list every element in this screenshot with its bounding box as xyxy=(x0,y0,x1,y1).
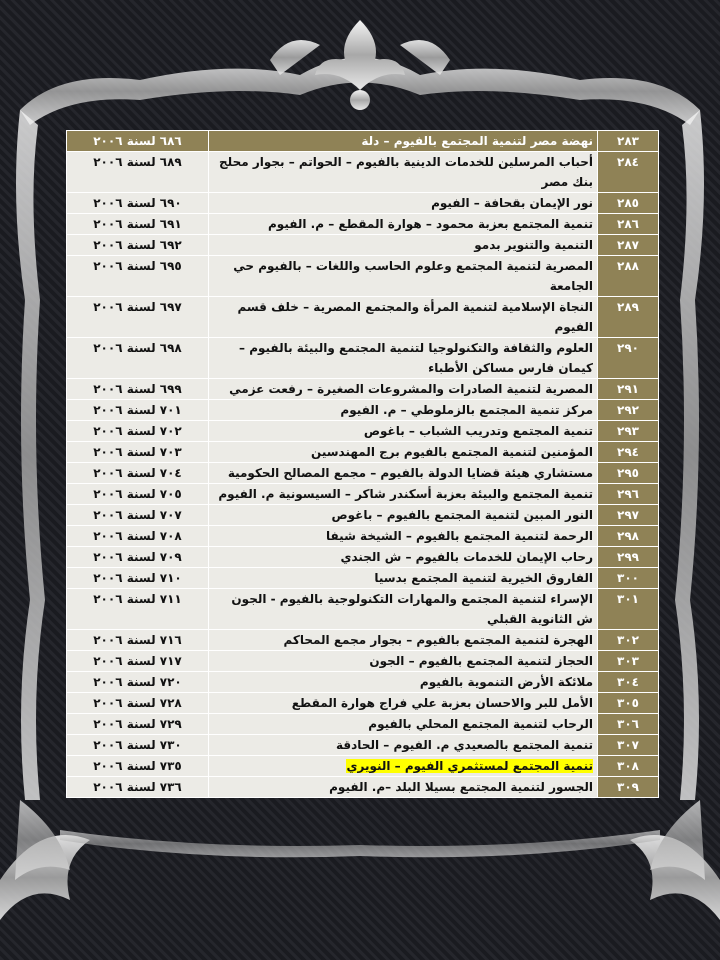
license-number: ٧٢٠ لسنة ٢٠٠٦ xyxy=(67,672,209,693)
row-number: ٢٨٧ xyxy=(598,235,659,256)
license-number: ٦٨٩ لسنة ٢٠٠٦ xyxy=(67,152,209,193)
association-name: المؤمنين لتنمية المجتمع بالفيوم برج المهندسين xyxy=(209,442,598,463)
table-row xyxy=(67,651,659,672)
association-name: تنمية المجتمع والبيئة بعزبة أسكندر شاكر – السيسونية م. الفيوم xyxy=(209,484,598,505)
license-number: ٦٩٢ لسنة ٢٠٠٦ xyxy=(67,235,209,256)
row-number: ٢٩١ xyxy=(598,379,659,400)
license-number: ٧٠٥ لسنة ٢٠٠٦ xyxy=(67,484,209,505)
association-name: تنمية المجتمع بالصعيدي م. الفيوم – الحادقة xyxy=(209,735,598,756)
row-number: ٢٩٢ xyxy=(598,400,659,421)
association-name: تنمية المجتمع وتدريب الشباب – باغوص xyxy=(209,421,598,442)
table-row xyxy=(67,379,659,400)
license-number: ٦٩١ لسنة ٢٠٠٦ xyxy=(67,214,209,235)
table-row xyxy=(67,152,659,193)
row-number: ٣٠٨ xyxy=(598,756,659,777)
table-row xyxy=(67,589,659,630)
row-number: ٢٩٠ xyxy=(598,338,659,379)
table-row xyxy=(67,256,659,297)
license-number: ٧٢٨ لسنة ٢٠٠٦ xyxy=(67,693,209,714)
table-row xyxy=(67,235,659,256)
license-number: ٧١٦ لسنة ٢٠٠٦ xyxy=(67,630,209,651)
association-name: الحجاز لتنمية المجتمع بالفيوم – الجون xyxy=(209,651,598,672)
association-name: الهجرة لتنمية المجتمع بالفيوم – بجوار مجمع المحاكم xyxy=(209,630,598,651)
row-number: ٢٨٦ xyxy=(598,214,659,235)
table-row xyxy=(67,735,659,756)
association-name: العلوم والثقافة والتكنولوجيا لتنمية المجتمع والبيئة بالفيوم – كيمان فارس مساكن الأطباء xyxy=(209,338,598,379)
table-row xyxy=(67,547,659,568)
row-number: ٢٨٩ xyxy=(598,297,659,338)
highlighted-name: تنمية المجتمع لمستثمري الفيوم – النويري xyxy=(346,759,593,773)
association-name: مركز تنمية المجتمع بالزملوطي – م. الفيوم xyxy=(209,400,598,421)
table-row xyxy=(67,463,659,484)
row-number: ٣٠٣ xyxy=(598,651,659,672)
association-name: التنمية والتنوير بدمو xyxy=(209,235,598,256)
row-number: ٢٩٧ xyxy=(598,505,659,526)
association-name: الرحمة لتنمية المجتمع بالفيوم – الشيخة شيفا xyxy=(209,526,598,547)
association-name: المصرية لتنمية المجتمع وعلوم الحاسب واللغات – بالفيوم حي الجامعة xyxy=(209,256,598,297)
license-number: ٦٩٨ لسنة ٢٠٠٦ xyxy=(67,338,209,379)
license-number: ٧٠٢ لسنة ٢٠٠٦ xyxy=(67,421,209,442)
association-name: الرحاب لتنمية المجتمع المحلي بالفيوم xyxy=(209,714,598,735)
license-number: ٦٨٦ لسنة ٢٠٠٦ xyxy=(67,131,209,152)
association-name: مستشاري هيئة قضايا الدولة بالفيوم – مجمع المصالح الحكومية xyxy=(209,463,598,484)
table-row xyxy=(67,421,659,442)
table-row xyxy=(67,630,659,651)
association-name: رحاب الإيمان للخدمات بالفيوم – ش الجندي xyxy=(209,547,598,568)
row-number: ٢٩٤ xyxy=(598,442,659,463)
association-name: المصرية لتنمية الصادرات والمشروعات الصغيرة – رفعت عزمي xyxy=(209,379,598,400)
license-number: ٧٠٩ لسنة ٢٠٠٦ xyxy=(67,547,209,568)
license-number: ٧٠٨ لسنة ٢٠٠٦ xyxy=(67,526,209,547)
association-name: الفاروق الخيرية لتنمية المجتمع بدسيا xyxy=(209,568,598,589)
association-name xyxy=(209,756,598,777)
license-number: ٦٩٩ لسنة ٢٠٠٦ xyxy=(67,379,209,400)
table-row xyxy=(67,526,659,547)
row-number: ٢٩٩ xyxy=(598,547,659,568)
license-number: ٧٣٥ لسنة ٢٠٠٦ xyxy=(67,756,209,777)
row-number: ٢٩٥ xyxy=(598,463,659,484)
license-number: ٧١١ لسنة ٢٠٠٦ xyxy=(67,589,209,630)
table-row xyxy=(67,693,659,714)
row-number: ٢٨٨ xyxy=(598,256,659,297)
row-number: ٣٠٥ xyxy=(598,693,659,714)
association-name: النور المبين لتنمية المجتمع بالفيوم – باغوص xyxy=(209,505,598,526)
license-number: ٧١٠ لسنة ٢٠٠٦ xyxy=(67,568,209,589)
association-name: الجسور لتنمية المجتمع بسيلا البلد –م. الفيوم xyxy=(209,777,598,798)
row-number: ٢٨٣ xyxy=(598,131,659,152)
association-name: نور الإيمان بقحافة – الفيوم xyxy=(209,193,598,214)
table-row xyxy=(67,568,659,589)
table-row xyxy=(67,131,659,152)
license-number: ٧٠١ لسنة ٢٠٠٦ xyxy=(67,400,209,421)
table-row xyxy=(67,505,659,526)
table-row xyxy=(67,442,659,463)
table-row xyxy=(67,672,659,693)
association-name: الإسراء لتنمية المجتمع والمهارات التكنولوجية بالفيوم - الجون ش الثانوية القبلي xyxy=(209,589,598,630)
license-number: ٧٣٠ لسنة ٢٠٠٦ xyxy=(67,735,209,756)
row-number: ٢٨٥ xyxy=(598,193,659,214)
table-row xyxy=(67,777,659,798)
association-name: تنمية المجتمع بعزبة محمود – هوارة المقطع – م. الفيوم xyxy=(209,214,598,235)
associations-table xyxy=(66,130,655,798)
license-number: ٧١٧ لسنة ٢٠٠٦ xyxy=(67,651,209,672)
license-number: ٦٩٠ لسنة ٢٠٠٦ xyxy=(67,193,209,214)
table-row xyxy=(67,338,659,379)
row-number: ٣٠٧ xyxy=(598,735,659,756)
association-name: النجاة الإسلامية لتنمية المرأة والمجتمع المصرية – خلف قسم الفيوم xyxy=(209,297,598,338)
table-row xyxy=(67,484,659,505)
license-number: ٦٩٧ لسنة ٢٠٠٦ xyxy=(67,297,209,338)
row-number: ٢٩٦ xyxy=(598,484,659,505)
table-row-highlighted xyxy=(67,756,659,777)
association-name: نهضة مصر لتنمية المجتمع بالفيوم – دلة xyxy=(209,131,598,152)
table-row xyxy=(67,714,659,735)
table-row xyxy=(67,400,659,421)
association-name: ملائكة الأرض التنموية بالفيوم xyxy=(209,672,598,693)
row-number: ٣٠١ xyxy=(598,589,659,630)
row-number: ٢٨٤ xyxy=(598,152,659,193)
row-number: ٣٠٤ xyxy=(598,672,659,693)
row-number: ٣٠٦ xyxy=(598,714,659,735)
license-number: ٧٠٧ لسنة ٢٠٠٦ xyxy=(67,505,209,526)
row-number: ٣٠٩ xyxy=(598,777,659,798)
license-number: ٧٣٦ لسنة ٢٠٠٦ xyxy=(67,777,209,798)
association-name: أحباب المرسلين للخدمات الدينية بالفيوم – الحواتم – بجوار محلج بنك مصر xyxy=(209,152,598,193)
license-number: ٧٠٤ لسنة ٢٠٠٦ xyxy=(67,463,209,484)
association-name: الأمل للبر والاحسان بعزبة علي فراج هوارة المقطع xyxy=(209,693,598,714)
row-number: ٢٩٨ xyxy=(598,526,659,547)
row-number: ٣٠٢ xyxy=(598,630,659,651)
table-row xyxy=(67,297,659,338)
table-row xyxy=(67,193,659,214)
row-number: ٣٠٠ xyxy=(598,568,659,589)
license-number: ٦٩٥ لسنة ٢٠٠٦ xyxy=(67,256,209,297)
license-number: ٧٠٣ لسنة ٢٠٠٦ xyxy=(67,442,209,463)
license-number: ٧٢٩ لسنة ٢٠٠٦ xyxy=(67,714,209,735)
row-number: ٢٩٣ xyxy=(598,421,659,442)
table-row xyxy=(67,214,659,235)
